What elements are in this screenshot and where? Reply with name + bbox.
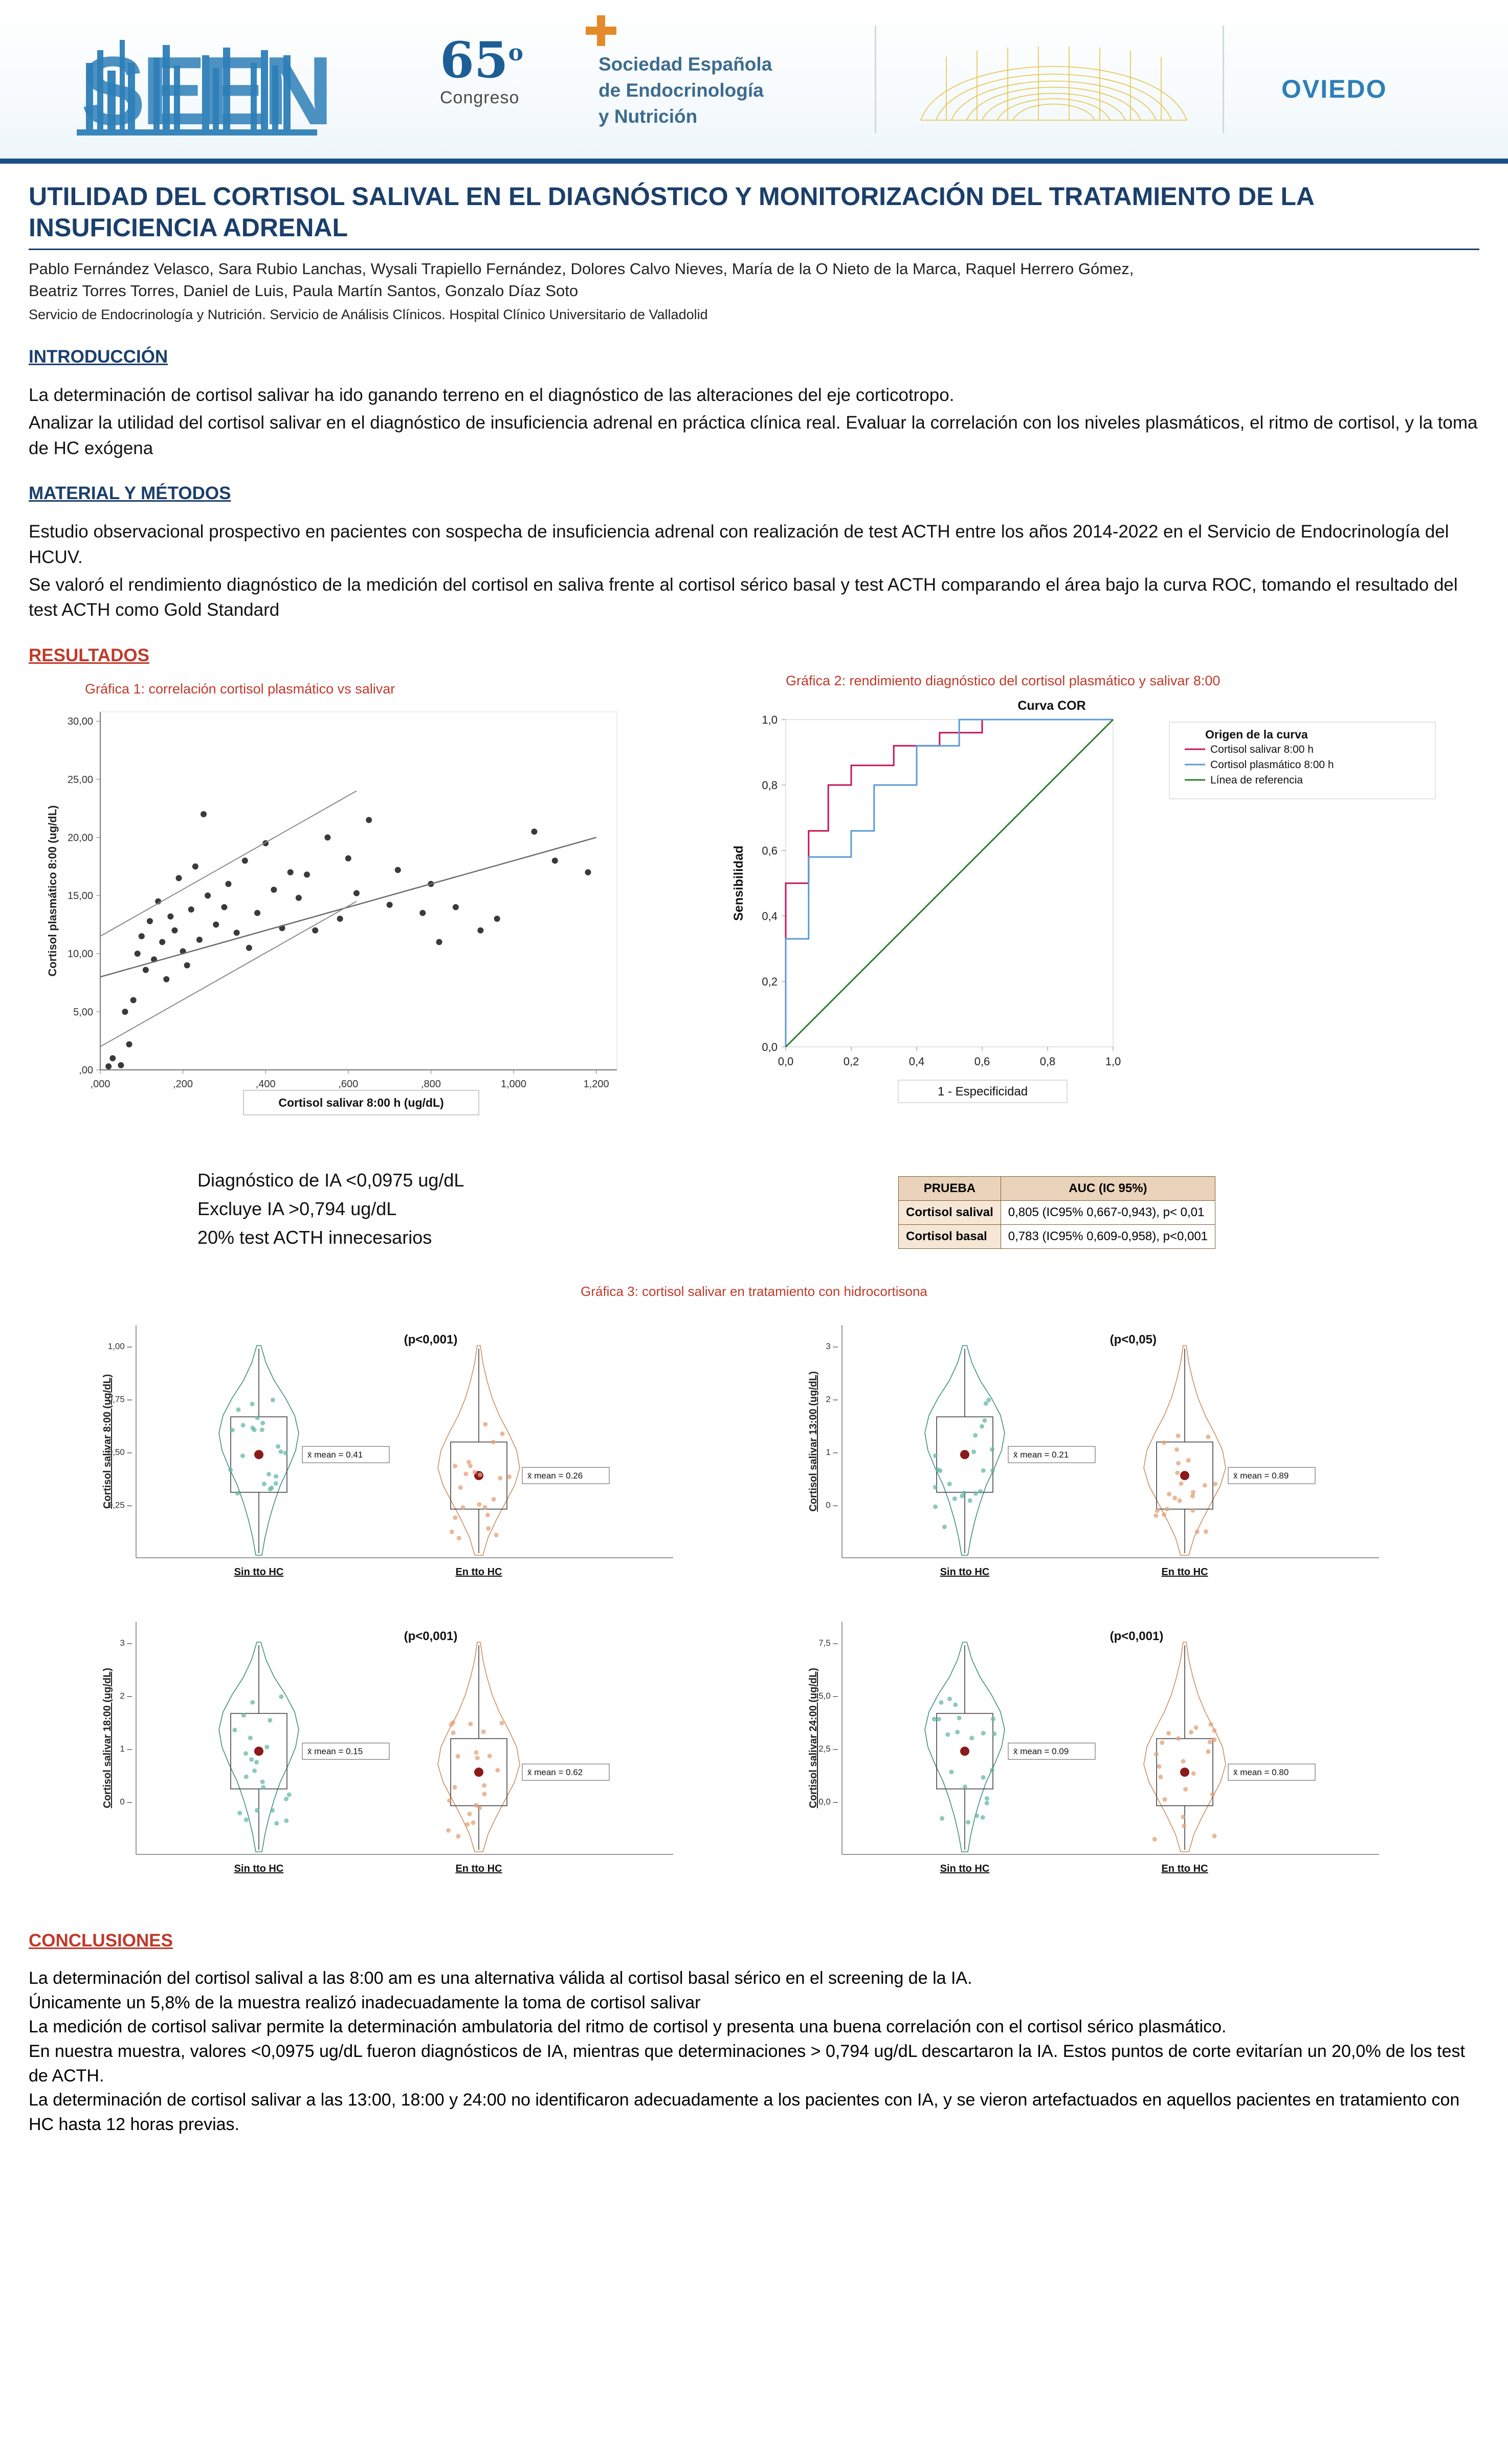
svg-text:Sensibilidad: Sensibilidad xyxy=(731,845,746,921)
seen-logo-graphic xyxy=(77,14,363,142)
svg-text:SEEN: SEEN xyxy=(81,37,329,142)
svg-text:1,0: 1,0 xyxy=(1105,1055,1121,1068)
figure-2-caption: Gráfica 2: rendimiento diagnóstico del cortisol plasmático y salivar 8:00 xyxy=(786,673,1221,689)
svg-text:Sin tto HC: Sin tto HC xyxy=(234,1566,284,1578)
svg-text:Sin tto HC: Sin tto HC xyxy=(940,1566,990,1578)
auc-row-2-label: Cortisol basal xyxy=(899,1225,1001,1249)
diagnostic-row xyxy=(29,1166,1479,1284)
figure-3-violin-grid xyxy=(29,1305,1479,1908)
svg-text:(p<0,001): (p<0,001) xyxy=(1110,1629,1164,1644)
svg-text:1 –: 1 – xyxy=(120,1744,132,1754)
svg-text:Cortisol plasmático 8:00 h: Cortisol plasmático 8:00 h xyxy=(1210,759,1334,771)
conclusion-2: Únicamente un 5,8% de la muestra realizó inadecuadamente la toma de cortisol salivar xyxy=(29,1992,701,2012)
svg-text:1,200: 1,200 xyxy=(583,1079,609,1090)
congress-number: 65$^o$ xyxy=(440,31,523,89)
svg-text:5,0 –: 5,0 – xyxy=(818,1691,838,1701)
society-name xyxy=(598,51,772,129)
affiliation: Servicio de Endocrinología y Nutrición. Servicio de Análisis Clínicos. Hospital Clínico Universitario de Valladolid xyxy=(29,306,708,322)
svg-text:0,4: 0,4 xyxy=(762,910,778,923)
svg-text:En tto HC: En tto HC xyxy=(1161,1566,1208,1578)
congress-number-block xyxy=(440,31,523,108)
svg-text:x̄ mean = 0.26: x̄ mean = 0.26 xyxy=(527,1471,583,1481)
svg-text:1,000: 1,000 xyxy=(500,1079,527,1090)
svg-text:15,00: 15,00 xyxy=(67,890,93,902)
conclusion-4: En nuestra muestra, valores <0,0975 ug/dL fueron diagnósticos de IA, mientras que determinaciones > 0,794 ug/dL descartaron la IA. Estos puntos de corte evitarían un 20,0% de los test de ACTH. xyxy=(29,2041,1465,2086)
authors-line-2: Beatriz Torres Torres, Daniel de Luis, Paula Martín Santos, Gonzalo Díaz Soto xyxy=(29,281,579,300)
arch-icon xyxy=(916,38,1192,123)
diagnostic-note-3: 20% test ACTH innecesarios xyxy=(197,1226,432,1248)
svg-text:Curva COR: Curva COR xyxy=(1017,699,1086,713)
svg-text:,400: ,400 xyxy=(255,1079,276,1090)
svg-text:0,6: 0,6 xyxy=(762,844,778,858)
section-heading-methods: MATERIAL Y MÉTODOS xyxy=(29,483,231,504)
diagnostic-notes xyxy=(197,1166,464,1251)
figure-1-caption: Gráfica 1: correlación cortisol plasmático vs salivar xyxy=(85,681,395,697)
svg-text:1 –: 1 – xyxy=(826,1447,838,1458)
auc-table xyxy=(898,1176,1215,1249)
methods-text xyxy=(29,519,1479,623)
svg-text:3 –: 3 – xyxy=(120,1638,132,1648)
authors xyxy=(29,250,1479,302)
svg-text:x̄ mean = 0.89: x̄ mean = 0.89 xyxy=(1233,1471,1289,1481)
svg-text:20,00: 20,00 xyxy=(67,832,93,844)
svg-text:En tto HC: En tto HC xyxy=(455,1566,502,1578)
svg-text:(p<0,001): (p<0,001) xyxy=(404,1629,458,1644)
svg-text:Línea de referencia: Línea de referencia xyxy=(1210,774,1303,787)
svg-text:,00: ,00 xyxy=(79,1065,93,1077)
auc-table-header-row xyxy=(899,1177,1215,1201)
svg-text:2 –: 2 – xyxy=(120,1691,132,1701)
diagnostic-note-2: Excluye IA >0,794 ug/dL xyxy=(197,1198,397,1219)
svg-text:0,0 –: 0,0 – xyxy=(818,1797,838,1807)
figure-1-scatter-plot xyxy=(39,702,653,1129)
svg-text:Cortisol salivar 8:00 h (ug/dL: Cortisol salivar 8:00 h (ug/dL) xyxy=(278,1096,444,1110)
svg-text:Cortisol salivar 18:00 (ug/dL): Cortisol salivar 18:00 (ug/dL) xyxy=(102,1668,113,1808)
section-heading-results: RESULTADOS xyxy=(29,645,149,666)
page-title: UTILIDAD DEL CORTISOL SALIVAL EN EL DIAGNÓSTICO Y MONITORIZACIÓN DEL TRATAMIENTO DE LA INSUFICIENCIA ADRENAL xyxy=(29,164,1479,250)
methods-paragraph-2: Se valoró el rendimiento diagnóstico de la medición del cortisol en saliva frente al cortisol sérico basal y test ACTH comparando el área bajo la curva ROC, tomando el resultado del test ACTH como Gold Standard xyxy=(29,574,1458,620)
svg-text:2 –: 2 – xyxy=(826,1394,838,1404)
auc-row-1-value: 0,805 (IC95% 0,667-0,943), p< 0,01 xyxy=(1001,1201,1215,1225)
svg-text:1,0: 1,0 xyxy=(762,713,778,727)
svg-text:Sin tto HC: Sin tto HC xyxy=(234,1863,284,1875)
svg-text:0,75 –: 0,75 – xyxy=(107,1394,132,1404)
conclusion-5: La determinación de cortisol salivar a las 13:00, 18:00 y 24:00 no identificaron adecuadamente a los pacientes con IA, y se vieron artefactuados en aquellos pacientes en tratamiento con HC hasta 12 horas previas. xyxy=(29,2090,1460,2134)
svg-text:10,00: 10,00 xyxy=(67,948,93,960)
society-line-2: de Endocrinología xyxy=(598,80,764,101)
divider-2 xyxy=(1223,26,1224,133)
intro-text xyxy=(29,383,1479,461)
city-label: OVIEDO xyxy=(1281,75,1387,103)
svg-text:1,00 –: 1,00 – xyxy=(107,1341,132,1352)
authors-line-1: Pablo Fernández Velasco, Sara Rubio Lanchas, Wysali Trapiello Fernández, Dolores Calvo Nieves, María de la O Nieto de la Marca, Raquel Herrero Gómez, xyxy=(29,260,1134,278)
congress-word: Congreso xyxy=(440,88,520,107)
svg-text:,000: ,000 xyxy=(90,1079,110,1090)
scatter-svg xyxy=(39,702,653,1126)
svg-text:(p<0,05): (p<0,05) xyxy=(1110,1333,1157,1347)
svg-text:0,2: 0,2 xyxy=(762,975,778,989)
intro-paragraph-1: La determinación de cortisol salivar ha ido ganando terreno en el diagnóstico de las alteraciones del eje corticotropo. xyxy=(29,385,955,406)
svg-text:(p<0,001): (p<0,001) xyxy=(404,1333,458,1347)
svg-text:,200: ,200 xyxy=(173,1079,193,1090)
auc-row-1-label: Cortisol salival xyxy=(899,1201,1001,1225)
svg-text:0,0: 0,0 xyxy=(762,1041,778,1054)
table-row xyxy=(899,1225,1215,1249)
section-heading-conclusions: CONCLUSIONES xyxy=(29,1931,173,1951)
congress-banner xyxy=(0,0,1508,164)
conclusions-text xyxy=(29,1966,1479,2137)
svg-text:En tto HC: En tto HC xyxy=(455,1863,502,1875)
society-line-3: y Nutrición xyxy=(598,106,698,127)
svg-text:7,5 –: 7,5 – xyxy=(818,1638,838,1648)
section-heading-intro: INTRODUCCIÓN xyxy=(29,347,168,367)
svg-text:x̄ mean = 0.15: x̄ mean = 0.15 xyxy=(307,1746,363,1757)
svg-text:0,50 –: 0,50 – xyxy=(107,1447,132,1458)
svg-text:0 –: 0 – xyxy=(826,1500,838,1510)
svg-text:30,00: 30,00 xyxy=(67,716,93,728)
auc-header-auc: AUC (IC 95%) xyxy=(1001,1177,1215,1201)
conclusion-1: La determinación del cortisol salival a las 8:00 am es una alternativa válida al cortisol basal sérico en el screening de la IA. xyxy=(29,1968,972,1988)
auc-header-prueba: PRUEBA xyxy=(899,1177,1001,1201)
svg-text:3 –: 3 – xyxy=(826,1341,838,1352)
svg-text:,600: ,600 xyxy=(338,1079,359,1090)
svg-text:0,25 –: 0,25 – xyxy=(107,1500,132,1510)
svg-text:Sin tto HC: Sin tto HC xyxy=(940,1863,990,1875)
charts-row xyxy=(29,673,1479,1152)
society-line-1: Sociedad Española xyxy=(598,54,772,75)
methods-paragraph-1: Estudio observacional prospectivo en pacientes con sospecha de insuficiencia adrenal con realización de test ACTH entre los años 2014-2022 en el Servicio de Endocrinología del HCUV. xyxy=(29,522,1449,568)
svg-text:0,8: 0,8 xyxy=(1039,1055,1056,1068)
svg-text:En tto HC: En tto HC xyxy=(1161,1863,1208,1875)
svg-text:x̄ mean = 0.80: x̄ mean = 0.80 xyxy=(1233,1767,1289,1778)
svg-text:0,0: 0,0 xyxy=(778,1055,794,1068)
intro-paragraph-2: Analizar la utilidad del cortisol salivar en el diagnóstico de insuficiencia adrenal en práctica clínica real. Evaluar la correlación con los niveles plasmáticos, el ritmo de cortisol, y la toma de HC exógena xyxy=(29,413,1478,458)
svg-text:25,00: 25,00 xyxy=(67,774,93,786)
svg-text:Origen de la curva: Origen de la curva xyxy=(1205,728,1308,742)
seen-logo xyxy=(77,14,363,142)
svg-text:0 –: 0 – xyxy=(120,1797,132,1807)
svg-text:Cortisol salivar 8:00 (ug/dL): Cortisol salivar 8:00 (ug/dL) xyxy=(102,1374,113,1509)
figure-2-roc-plot xyxy=(694,691,1492,1144)
svg-text:5,00: 5,00 xyxy=(73,1006,93,1018)
svg-text:2,5 –: 2,5 – xyxy=(818,1744,838,1754)
svg-text:Cortisol salivar 13:00 (ug/dL): Cortisol salivar 13:00 (ug/dL) xyxy=(808,1371,819,1512)
plus-cross-icon xyxy=(586,15,616,46)
svg-text:x̄ mean = 0.41: x̄ mean = 0.41 xyxy=(307,1450,363,1460)
svg-text:,800: ,800 xyxy=(420,1079,441,1090)
svg-text:x̄ mean = 0.09: x̄ mean = 0.09 xyxy=(1013,1746,1069,1757)
svg-text:x̄ mean = 0.62: x̄ mean = 0.62 xyxy=(527,1767,583,1778)
figure-3-caption: Gráfica 3: cortisol salivar en tratamiento con hidrocortisona xyxy=(581,1284,927,1300)
svg-text:0,4: 0,4 xyxy=(908,1055,925,1068)
divider-1 xyxy=(875,26,876,133)
table-row xyxy=(899,1201,1215,1225)
diagnostic-note-1: Diagnóstico de IA <0,0975 ug/dL xyxy=(197,1170,464,1191)
svg-text:x̄ mean = 0.21: x̄ mean = 0.21 xyxy=(1013,1450,1069,1460)
svg-text:Cortisol salivar 8:00 h: Cortisol salivar 8:00 h xyxy=(1210,744,1314,756)
violin-svg xyxy=(29,1305,1481,1903)
conclusion-3: La medición de cortisol salivar permite la determinación ambulatoria del ritmo de cortisol y presenta una buena correlación con el cortisol sérico plasmático. xyxy=(29,2017,1227,2037)
svg-text:Cortisol plasmático 8:00 (ug/d: Cortisol plasmático 8:00 (ug/dL) xyxy=(46,805,59,977)
svg-text:0,2: 0,2 xyxy=(843,1055,859,1068)
svg-text:1 - Especificidad: 1 - Especificidad xyxy=(937,1085,1028,1099)
roc-svg xyxy=(694,691,1492,1141)
auc-row-2-value: 0,783 (IC95% 0,609-0,958), p<0,001 xyxy=(1001,1225,1215,1249)
svg-text:0,6: 0,6 xyxy=(974,1055,990,1068)
svg-text:0,8: 0,8 xyxy=(762,779,778,792)
svg-text:Cortisol salivar 24:00 (ug/dL): Cortisol salivar 24:00 (ug/dL) xyxy=(808,1668,819,1808)
